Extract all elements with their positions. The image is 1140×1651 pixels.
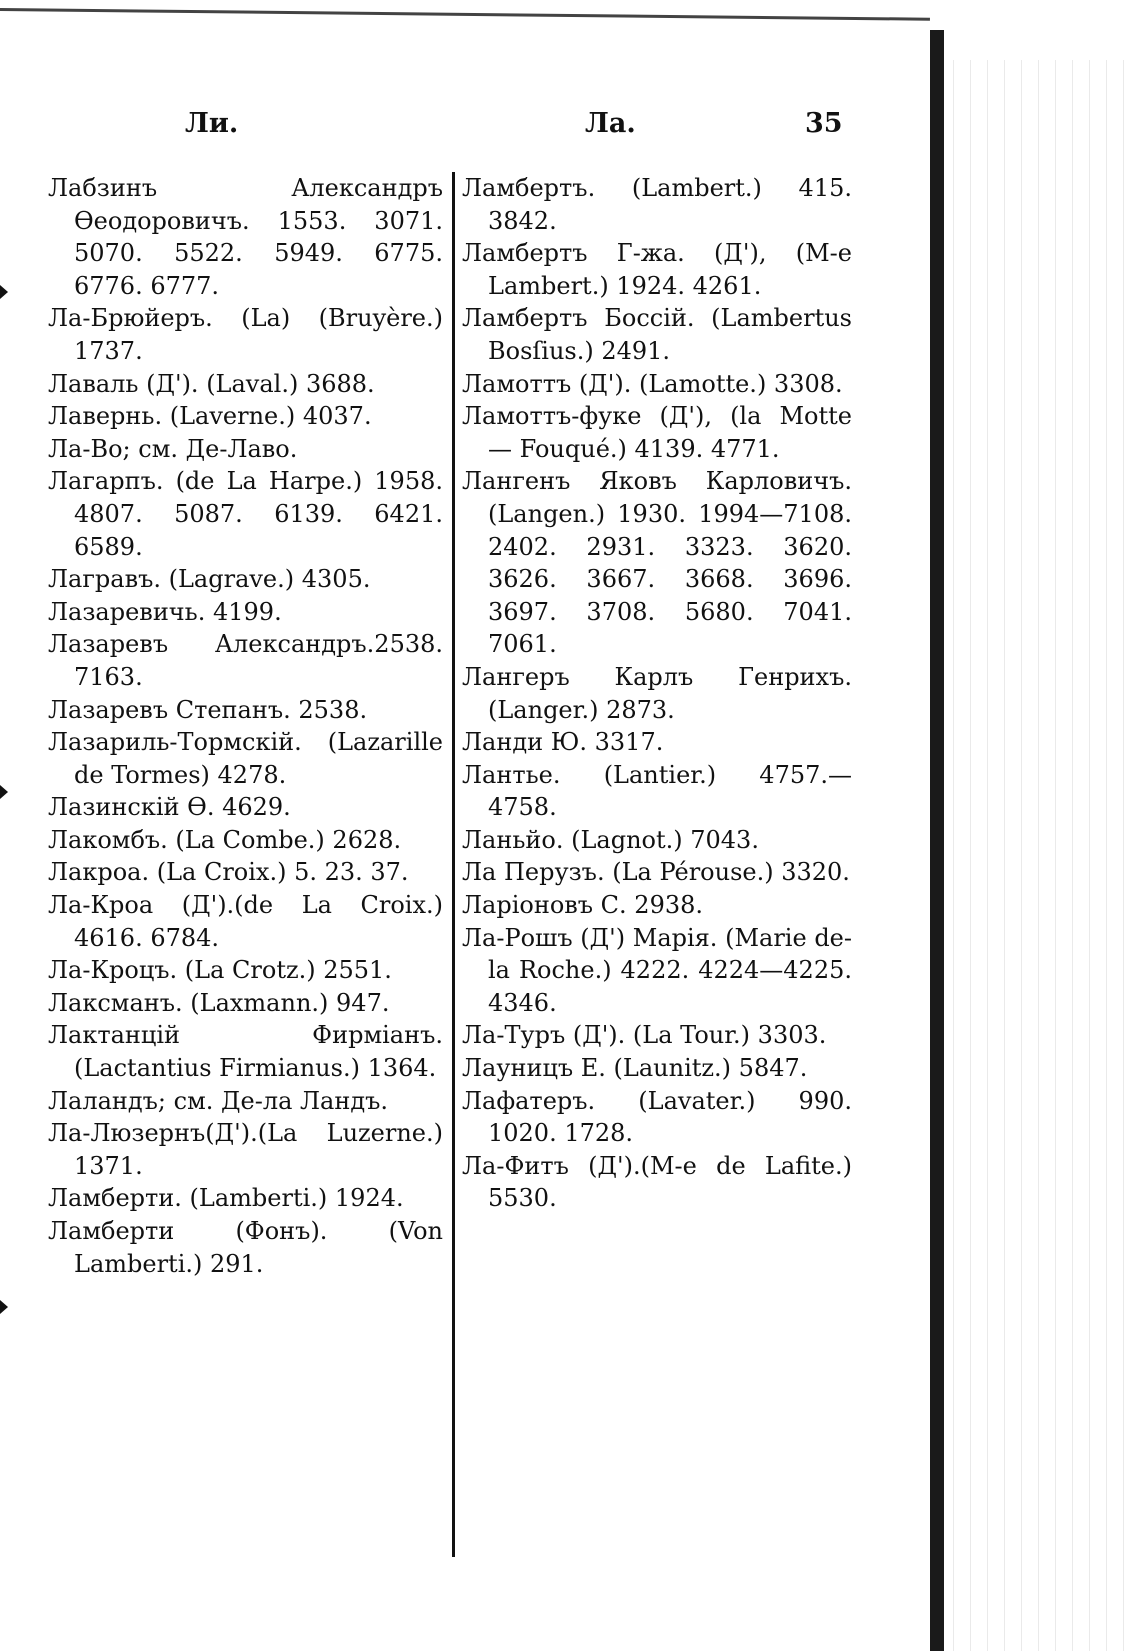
- index-entry: Ла Перузъ. (La Pérouse.) 3320.: [462, 858, 850, 887]
- index-entry: Ла-Туръ (Д'). (La Tour.) 3303.: [462, 1021, 827, 1050]
- page-edge: [930, 30, 944, 1651]
- header-center: Ла.: [585, 108, 636, 139]
- index-entry: Ла-Во; см. Де-Лаво.: [48, 434, 298, 463]
- index-entry: Лабзинъ Александръ Ѳеодоровичъ. 1553. 3071. 5070. 5522. 5949. 6775. 6776. 6777.: [48, 174, 443, 300]
- right-column: [462, 172, 852, 1215]
- index-entry: Ла-Рошъ (Д') Марія. (Marie de-la Roche.) 4222. 4224—4225. 4346.: [462, 923, 852, 1017]
- index-entry: Ланьйо. (Lagnot.) 7043.: [462, 825, 759, 854]
- index-entry: Лауницъ Е. (Launitz.) 5847.: [462, 1054, 808, 1083]
- index-entry: Лавернь. (Laverne.) 4037.: [48, 402, 372, 431]
- margin-mark: [0, 285, 8, 299]
- index-entry: Лафатеръ. (Lavater.) 990. 1020. 1728.: [462, 1086, 852, 1148]
- index-entry: Лангенъ Яковъ Карловичъ. (Langen.) 1930. 1994—7108. 2402. 2931. 3323. 3620. 3626. 3667. 3668. 3696. 3697. 3708. 5680. 7041. 7061.: [462, 467, 852, 659]
- index-entry: Ларіоновъ С. 2938.: [462, 891, 704, 920]
- index-entry: Ламоттъ-фуке (Д'), (la Motte — Fouqué.) 4139. 4771.: [462, 402, 852, 463]
- index-entry: Лантье. (Lantier.) 4757.— 4758.: [462, 760, 852, 822]
- index-entry: Ламберти. (Lamberti.) 1924.: [48, 1184, 404, 1213]
- index-entry: Ламоттъ (Д'). (Lamotte.) 3308.: [462, 369, 843, 398]
- index-entry: Лакомбъ. (La Combe.) 2628.: [48, 825, 402, 854]
- index-entry: Лазаревичь. 4199.: [48, 597, 282, 626]
- scan-margin: [944, 60, 1140, 1651]
- column-divider: [452, 172, 455, 1557]
- index-entry: Лазинскій Ѳ. 4629.: [48, 793, 291, 822]
- index-entry: Ла-Кроа (Д').(de La Croix.) 4616. 6784.: [48, 891, 443, 952]
- page-number: 35: [805, 108, 843, 139]
- margin-mark: [0, 1300, 8, 1314]
- index-entry: Ламберти (Фонъ). (Von Lamberti.) 291.: [48, 1217, 443, 1278]
- index-entry: Лагравъ. (Lagrave.) 4305.: [48, 565, 371, 594]
- index-entry: Лаваль (Д'). (Laval.) 3688.: [48, 369, 375, 398]
- index-entry: Ламбертъ. (Lambert.) 415. 3842.: [462, 174, 852, 235]
- index-entry: Ла-Фитъ (Д').(M-e de Lafite.) 5530.: [462, 1151, 852, 1213]
- index-entry: Ланди Ю. 3317.: [462, 728, 664, 757]
- index-entry: Ламбертъ Боссій. (Lambertus Bosſius.) 2491.: [462, 304, 852, 365]
- index-entry: Ламбертъ Г-жа. (Д'), (M-e Lambert.) 1924. 4261.: [462, 239, 852, 300]
- margin-mark: [0, 785, 8, 799]
- index-entry: Лакроа. (La Croix.) 5. 23. 37.: [48, 858, 409, 887]
- top-rule: [0, 8, 930, 21]
- index-entry: Лаксманъ. (Laxmann.) 947.: [48, 988, 390, 1017]
- index-entry: Лактанцій Фирміанъ. (Lactantius Firmianus.) 1364.: [48, 1021, 443, 1083]
- left-column: [48, 172, 443, 1280]
- index-entry: Ла-Люзернъ(Д').(La Luzerne.) 1371.: [48, 1119, 443, 1180]
- index-entry: Ла-Брюйеръ. (La) (Bruyère.) 1737.: [48, 304, 443, 365]
- index-entry: Лагарпъ. (de La Harpe.) 1958. 4807. 5087. 6139. 6421. 6589.: [48, 467, 443, 561]
- index-entry: Лаландъ; см. Де-ла Ландъ.: [48, 1086, 389, 1115]
- index-entry: Лазаревъ Степанъ. 2538.: [48, 695, 368, 724]
- running-header: [0, 108, 930, 148]
- header-left: Ли.: [185, 108, 239, 139]
- index-entry: Ла-Кроцъ. (La Crotz.) 2551.: [48, 956, 392, 985]
- index-entry: Лазаревъ Александръ.2538. 7163.: [48, 630, 443, 691]
- index-entry: Лазариль-Тормскій. (Lazarille de Tormes) 4278.: [48, 728, 443, 789]
- index-entry: Лангеръ Карлъ Генрихъ. (Langer.) 2873.: [462, 662, 852, 724]
